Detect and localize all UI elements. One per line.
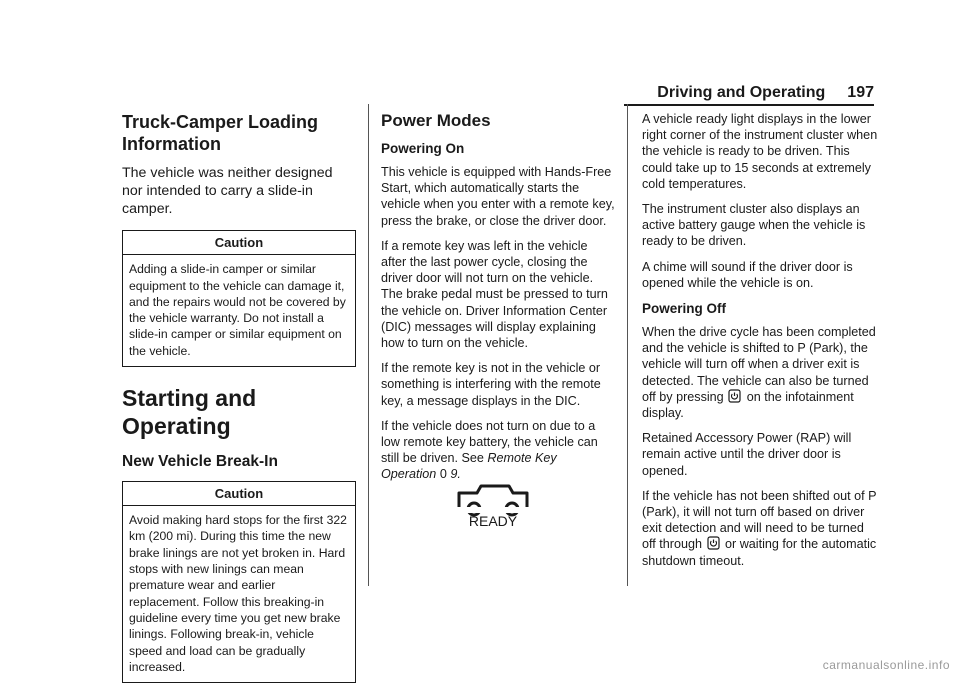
header-rule: [624, 104, 874, 106]
ready-light-paragraph: A vehicle ready light displays in the lower right corner of the instrument cluster when the vehicle is ready to be driven. This could take up to 15 seconds at extremely cold temperatures.: [642, 112, 878, 191]
powering-on-paragraph-1: This vehicle is equipped with Hands-Free Start, which automatically starts the vehicle when you enter with a remote key, press the brake, or close the driver door.: [381, 165, 615, 228]
not-shifted-text-end: or waiting for the automatic shutdown timeout.: [642, 537, 877, 568]
truck-camper-heading: Truck-Camper Loading Information: [122, 112, 319, 154]
remote-key-operation-link[interactable]: Remote Key Operation: [381, 451, 557, 482]
paragraph-4-text: If the vehicle does not turn on due to a low remote key battery, the vehicle can still be driven. See: [381, 418, 598, 466]
left-column: [122, 111, 356, 683]
powering-on-paragraph-2: If a remote key was left in the vehicle after the last power cycle, closing the driver door will not turn on the vehicle. The brake pedal must be pressed to turn the vehicle on. Driver Information Center (DIC) messages will display explaining how to turn on the vehicle.: [381, 238, 608, 351]
rap-paragraph: Retained Accessory Power (RAP) will remain active until the driver door is opened.: [642, 431, 852, 478]
chime-paragraph: A chime will sound if the driver door is opened while the vehicle is on.: [642, 259, 853, 290]
starting-operating-heading: Starting and Operating: [122, 384, 257, 439]
page-number: 197: [847, 84, 874, 101]
powering-on-heading: Powering On: [381, 141, 465, 156]
break-in-caution-box: [122, 481, 356, 683]
battery-gauge-paragraph: The instrument cluster also displays an active battery gauge when the vehicle is ready to be driven.: [642, 202, 866, 249]
power-modes-heading: Power Modes: [381, 111, 491, 130]
not-shifted-paragraph: [642, 488, 878, 569]
column-divider-left: [368, 104, 369, 586]
powering-on-paragraph-3: If the remote key is not in the vehicle or something is interfering with the remote key, a message displays in the DIC.: [381, 361, 601, 408]
paragraph-period: .: [457, 467, 461, 482]
middle-column: [381, 111, 615, 492]
ready-indicator-icon: [457, 483, 529, 529]
powering-off-paragraph-1: [642, 324, 878, 421]
header-section-title: Driving and Operating: [657, 84, 826, 101]
caution-title: Caution: [123, 482, 355, 506]
caution-body: Avoid making hard stops for the first 322 km (200 mi). During this time the new brake linings are not yet broken in. Hard stops with new linings can mean premature wear and earlier replacement. Follow this breaking-in guideline every time you get new brake linings. Following break-in, vehicle speed and load can be gradually increased.: [129, 513, 347, 674]
ready-label: READY: [468, 513, 518, 529]
not-shifted-text: If the vehicle has not been shifted out of P (Park), it will not turn off based on driver exit detection and will need to be turned off through: [642, 488, 877, 552]
vehicle-ready-icon: [457, 483, 529, 529]
watermark: carmanualsonline.info: [822, 658, 950, 672]
page-header: [657, 84, 874, 102]
powering-off-heading: Powering Off: [642, 301, 726, 317]
powering-off-text-end: on the infotainment display.: [642, 389, 854, 421]
power-off-button-icon: [707, 536, 720, 550]
powering-on-paragraph-4: [381, 418, 615, 483]
truck-camper-caution-box: [122, 230, 356, 367]
right-column: [642, 111, 878, 578]
caution-title: Caution: [123, 231, 355, 255]
power-off-button-icon: [728, 389, 741, 403]
page-ref-number: 9: [450, 467, 458, 482]
column-divider-right: [627, 104, 628, 586]
powering-off-text: When the drive cycle has been completed and the vehicle is shifted to P (Park), the vehicle will turn off when a driver exit is detected. The vehicle can also be turned off by pressing: [642, 325, 876, 404]
break-in-heading: New Vehicle Break-In: [122, 452, 278, 470]
page-ref-arrow: 0: [439, 467, 447, 482]
truck-camper-intro: The vehicle was neither designed nor intended to carry a slide-in camper.: [122, 165, 333, 217]
caution-body: Adding a slide-in camper or similar equipment to the vehicle can damage it, and the repairs would not be covered by the vehicle warranty. Do not install a slide-in camper or similar equipment on the vehicle.: [129, 262, 346, 358]
